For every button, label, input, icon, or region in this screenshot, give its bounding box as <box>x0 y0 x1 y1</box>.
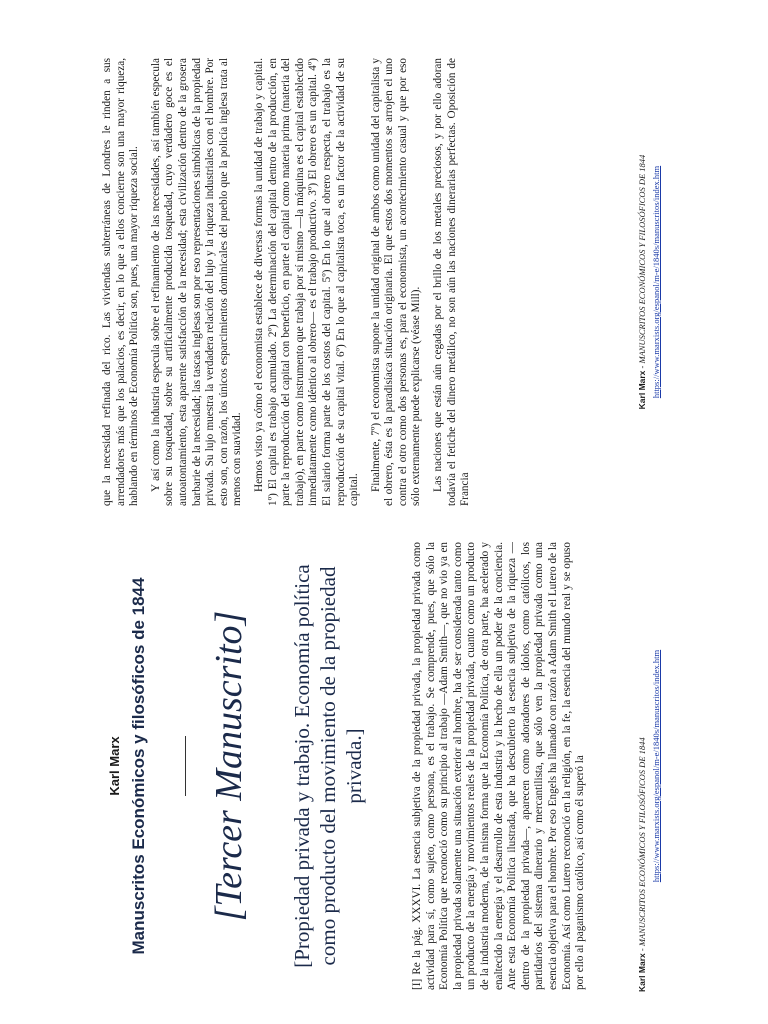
page-footer <box>637 540 661 992</box>
footer-link[interactable]: https://www.marxists.org/espanol/m-e/1840s/manuscritos/index.htm <box>651 649 661 883</box>
footer-credit-author: Karl Marx <box>637 370 647 410</box>
body-paragraph: Finalmente, 7º) el economista supone la unidad original de ambos como unidad del capitalista y el obrero, ésta es la paradisíaca situación originaria. El que estos dos momentos se arrojen el uno contra el otro como dos personas es, para el economista, un acontecimiento casual y que por eso sólo externamente puede explicarse (véase Mill). <box>369 58 423 506</box>
rotated-two-page-spread <box>99 56 681 992</box>
manuscript-title: [Tercer Manuscrito] <box>208 610 250 922</box>
left-page <box>99 540 681 992</box>
footer-credit <box>637 737 647 992</box>
author-heading: Karl Marx <box>107 736 122 796</box>
body-paragraph: Hemos visto ya cómo el economista establece de diversas formas la unidad de trabajo y capital. 1º) El capital es trabajo acumulado. 2º) La determinación del capital dentro de la producción, en parte la reproducción del capital con beneficio, en parte el capital como materia prima (materia del trabajo), en parte como instrumento que trabaja por sí mismo —la máquina es el capital establecido inmediatamente como idéntico al obrero— es el trabajo productivo. 3º) El obrero es un capital. 4º) El salario forma parte de los costos del capital. 5º) En lo que al obrero respecta, el trabajo es la reproducción de su capital vital. 6º) En lo que al capitalista toca, es un factor de la actividad de su capital. <box>252 58 361 506</box>
right-page <box>99 56 681 508</box>
footer-credit <box>637 56 647 508</box>
footer-link[interactable]: https://www.marxists.org/espanol/m-e/1840s/manuscritos/index.htm <box>651 165 661 399</box>
right-body-text <box>101 58 481 506</box>
book-title: Manuscritos Económicos y filosóficos de 1844 <box>129 577 148 955</box>
section-subtitle: [Propiedad privada y trabajo. Economía política como producto del movimiento de la propiedad privada.] <box>290 564 366 968</box>
footer-credit-title: - MANUSCRITOS ECONÓMICOS Y FILOSÓFICOS DE 1844 <box>637 154 647 371</box>
divider-line <box>185 736 186 796</box>
footer-credit-title: - MANUSCRITOS ECONÓMICOS Y FILOSÓFICOS DE 1844 <box>637 737 647 954</box>
body-paragraph: [I] Re la pág. XXXVI. La esencia subjetiva de la propiedad privada, la propiedad privada como actividad para sí, como sujeto, como persona, es el trabajo. Se comprende, pues, que sólo la Economía Política que reconoció como su principio al trabajo —Adam Smith—, que no vio ya en la propiedad privada solamente una situación exterior al hombre, ha de ser considerada tanto como un producto de la energía y movimientos reales de la propiedad privada, cuanto como un producto de la industria moderna, de la misma forma que la Economía Política, de otra parte, ha acelerado y enaltecido la energía y el desarrollo de esta industria y la hecho de ella un poder de la conciencia. Ante esta Economía Política ilustrada, que ha descubierto la esencia subjetiva de la riqueza —dentro de la propiedad privada—, aparecen como adoradores de ídolos, como católicos, los partidarios del sistema dinerario y mercantilista, que sólo ven la propiedad privada como una esencia objetiva para el hombre. Por eso Engels ha llamado con razón a Adam Smith el Lutero de la Economía. Así como Lutero reconoció en la religión, en la fe, la esencia del mundo real y se opuso por ello al paganismo católico, así como él superó la <box>411 542 587 990</box>
body-paragraph: Las naciones que están aún cegadas por el brillo de los metales preciosos, y por ello adoran todavía el fetiche del dinero metálico, no son aún las naciones dinerarias perfectas. Oposición de Francia <box>432 58 472 506</box>
body-paragraph: que la necesidad refinada del rico. Las viviendas subterráneas de Londres le rinden a sus arrendadores más que los palacios, es decir, en lo que a ellos concierne son una mayor riqueza, hablando en términos de Economía Política son, pues, una mayor riqueza social. <box>101 58 141 506</box>
page-footer <box>637 56 661 508</box>
footer-credit-author: Karl Marx <box>637 953 647 992</box>
body-paragraph: Y así como la industria especula sobre el refinamiento de las necesidades, así también especula sobre su tosquedad, sobre su artificialmente producida tosquedad, cuyo verdadero goce es el autoatontamiento, esta aparente satisfacción de la necesidad; esta civilización dentro de la grosera barbarie de la necesidad; las tascas inglesas son por eso representaciones simbólicas de la propiedad privada. Su lujo muestra la verdadera relación del lujo y la riqueza industriales con el hombre. Por esto son, con razón, los únicos esparcimientos dominicales del pueblo que la policía inglesa trata al menos con suavidad. <box>149 58 244 506</box>
